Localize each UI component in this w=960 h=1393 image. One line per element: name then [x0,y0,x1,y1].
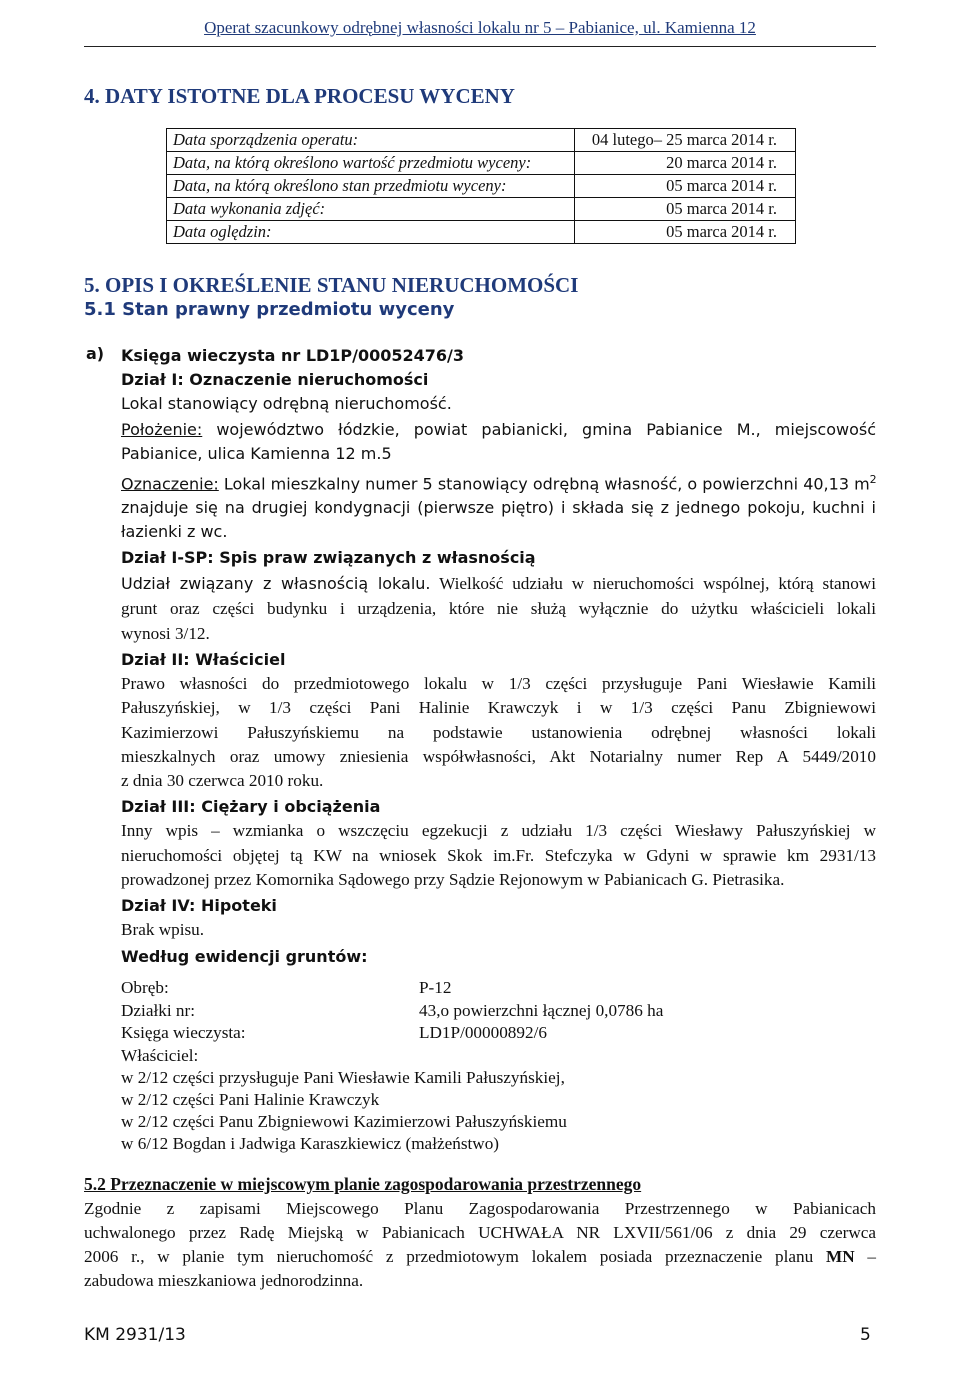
lokal-text: Lokal stanowiący odrębną nieruchomość. [121,394,452,413]
dzial-2-title: Dział II: Właściciel [121,649,286,669]
obreb-label: Obręb: [121,978,169,997]
date-value: 05 marca 2014 r. [575,198,796,221]
owner-line: w 2/12 części Panu Zbigniewowi Kazimierzowi Pałuszyńskiemu [121,1112,567,1131]
dzial-3-line: Inny wpis – wzmianka o wszczęciu egzekucji z udziału 1/3 części Wiesławy Pałuszyńskiej w [121,821,876,841]
dzialki-label: Działki nr: [121,1001,195,1020]
plan-line: 2006 r., w planie tym nieruchomość z przedmiotowym lokalem posiada przeznaczenie planu MN – [84,1247,877,1266]
header-rule [84,46,876,47]
page-header: Operat szacunkowy odrębnej własności lokalu nr 5 – Pabianice, ul. Kamienna 12 [204,18,756,37]
date-value: 05 marca 2014 r. [575,175,796,198]
owner-line: w 2/12 części Pani Halinie Krawczyk [121,1090,380,1109]
date-label: Data sporządzenia operatu: [167,129,575,152]
dzial-2-line: z dnia 30 czerwca 2010 roku. [121,771,324,791]
table-row [167,198,796,221]
egib-title: Według ewidencji gruntów: [121,946,368,966]
polozenie-line-1: Położenie: województwo łódzkie, powiat pabianicki, gmina Pabianice M., miejscowość [121,420,876,439]
section-4-heading: 4. DATY ISTOTNE DLA PROCESU WYCENY [84,84,515,108]
dzial-2-line: Kazimierzowi Pałuszyńskiemu na podstawie ustanowienia odrębnej własności lokali [121,722,876,742]
dzial-1-title: Dział I: Oznaczenie nieruchomości [121,370,429,389]
oznaczenie-line-2: znajduje się na drugiej kondygnacji (pierwsze piętro) i składa się z jednego pokoju, kuchni i [121,498,876,518]
dzial-4-title: Dział IV: Hipoteki [121,896,277,916]
legal-status-body [121,344,876,969]
dzial-3-line: nieruchomości objętej tą KW na wniosek Skok im.Fr. Stefczyka w Gdyni w sprawie km 2931/13 [121,845,876,865]
footer-page-number: 5 [860,1325,871,1345]
oznaczenie-line-3: łazienki z wc. [121,522,228,542]
dates-table [166,128,796,244]
dzial-3-line: prowadzonej przez Komornika Sądowego przy Sądzie Rejonowym w Pabianicach G. Pietrasika. [121,870,785,889]
kw-title: Księga wieczysta nr LD1P/00052476/3 [121,346,465,365]
date-value: 20 marca 2014 r. [575,152,796,175]
section-5-2-body [84,1197,876,1293]
footer-case-number: KM 2931/13 [84,1325,186,1345]
udzial-line-2: grunt oraz części budynku i urządzenia, które nie służą wyłącznie do użytku właścicieli lokali [121,599,876,619]
date-value: 05 marca 2014 r. [575,221,796,244]
dzial-3-title: Dział III: Ciężary i obciążenia [121,797,381,817]
plan-line: Zgodnie z zapisami Miejscowego Planu Zagospodarowania Przestrzennego w Pabianicach [84,1199,876,1218]
dzialki-value: 43,o powierzchni łącznej 0,0786 ha [419,1001,664,1020]
plan-line: zabudowa mieszkaniowa jednorodzinna. [84,1271,364,1290]
wlasciciel-label: Właściciel: [121,1046,199,1065]
date-value: 04 lutego– 25 marca 2014 r. [575,129,796,152]
dzial-4-text: Brak wpisu. [121,920,205,940]
table-row [167,175,796,198]
oznaczenie-line-1: Oznaczenie: Lokal mieszkalny numer 5 stanowiący odrębną własność, o powierzchni 40,13 $m^2$ [121,473,877,494]
date-label: Data wykonania zdjęć: [167,198,575,221]
polozenie-line-2: Pabianice, ulica Kamienna 12 m.5 [121,444,392,463]
section-5-1-heading: 5.1 Stan prawny przedmiotu wyceny [84,299,455,320]
udzial-line-1: Udział związany z własnością lokalu. Wielkość udziału w nieruchomości wspólnej, którą stanowi [121,574,876,594]
udzial-line-3: wynosi 3/12. [121,623,210,643]
dzial-2-line: Prawo własności do przedmiotowego lokalu w 1/3 części przysługuje Pani Wiesławie Kamili [121,673,876,693]
owner-line: w 2/12 części przysługuje Pani Wiesławie Kamili Pałuszyńskiej, [121,1068,565,1087]
section-5-2-heading: 5.2 Przeznaczenie w miejscowym planie zagospodarowania przestrzennego [84,1174,642,1194]
obreb-value: P-12 [419,978,452,997]
table-row [167,129,796,152]
owner-line: w 6/12 Bogdan i Jadwiga Karaszkiewicz (małżeństwo) [121,1134,500,1153]
plan-line: uchwalonego przez Radę Miejską w Pabianicach UCHWAŁA NR LXVII/561/06 z dnia 29 czerwca [84,1223,876,1242]
date-label: Data, na którą określono stan przedmiotu wyceny: [167,175,575,198]
table-row [167,152,796,175]
kw-label: Księga wieczysta: [121,1023,246,1042]
date-label: Data, na którą określono wartość przedmiotu wyceny: [167,152,575,175]
date-label: Data oględzin: [167,221,575,244]
dzial-1sp-title: Dział I-SP: Spis praw związanych z własnością [121,548,536,568]
kw-value: LD1P/00000892/6 [419,1023,547,1042]
list-marker: a) [86,344,105,363]
section-5-heading: 5. OPIS I OKREŚLENIE STANU NIERUCHOMOŚCI [84,273,579,297]
dzial-2-line: Pałuszyńskiej, w 1/3 części Pani Halinie Krawczyk i w 1/3 części Panu Zbigniewowi [121,698,876,718]
dzial-2-line: mieszkalnych oraz umowy zniesienia współwłasności, Akt Notarialny numer Rep A 5449/2010 [121,746,876,766]
table-row [167,221,796,244]
